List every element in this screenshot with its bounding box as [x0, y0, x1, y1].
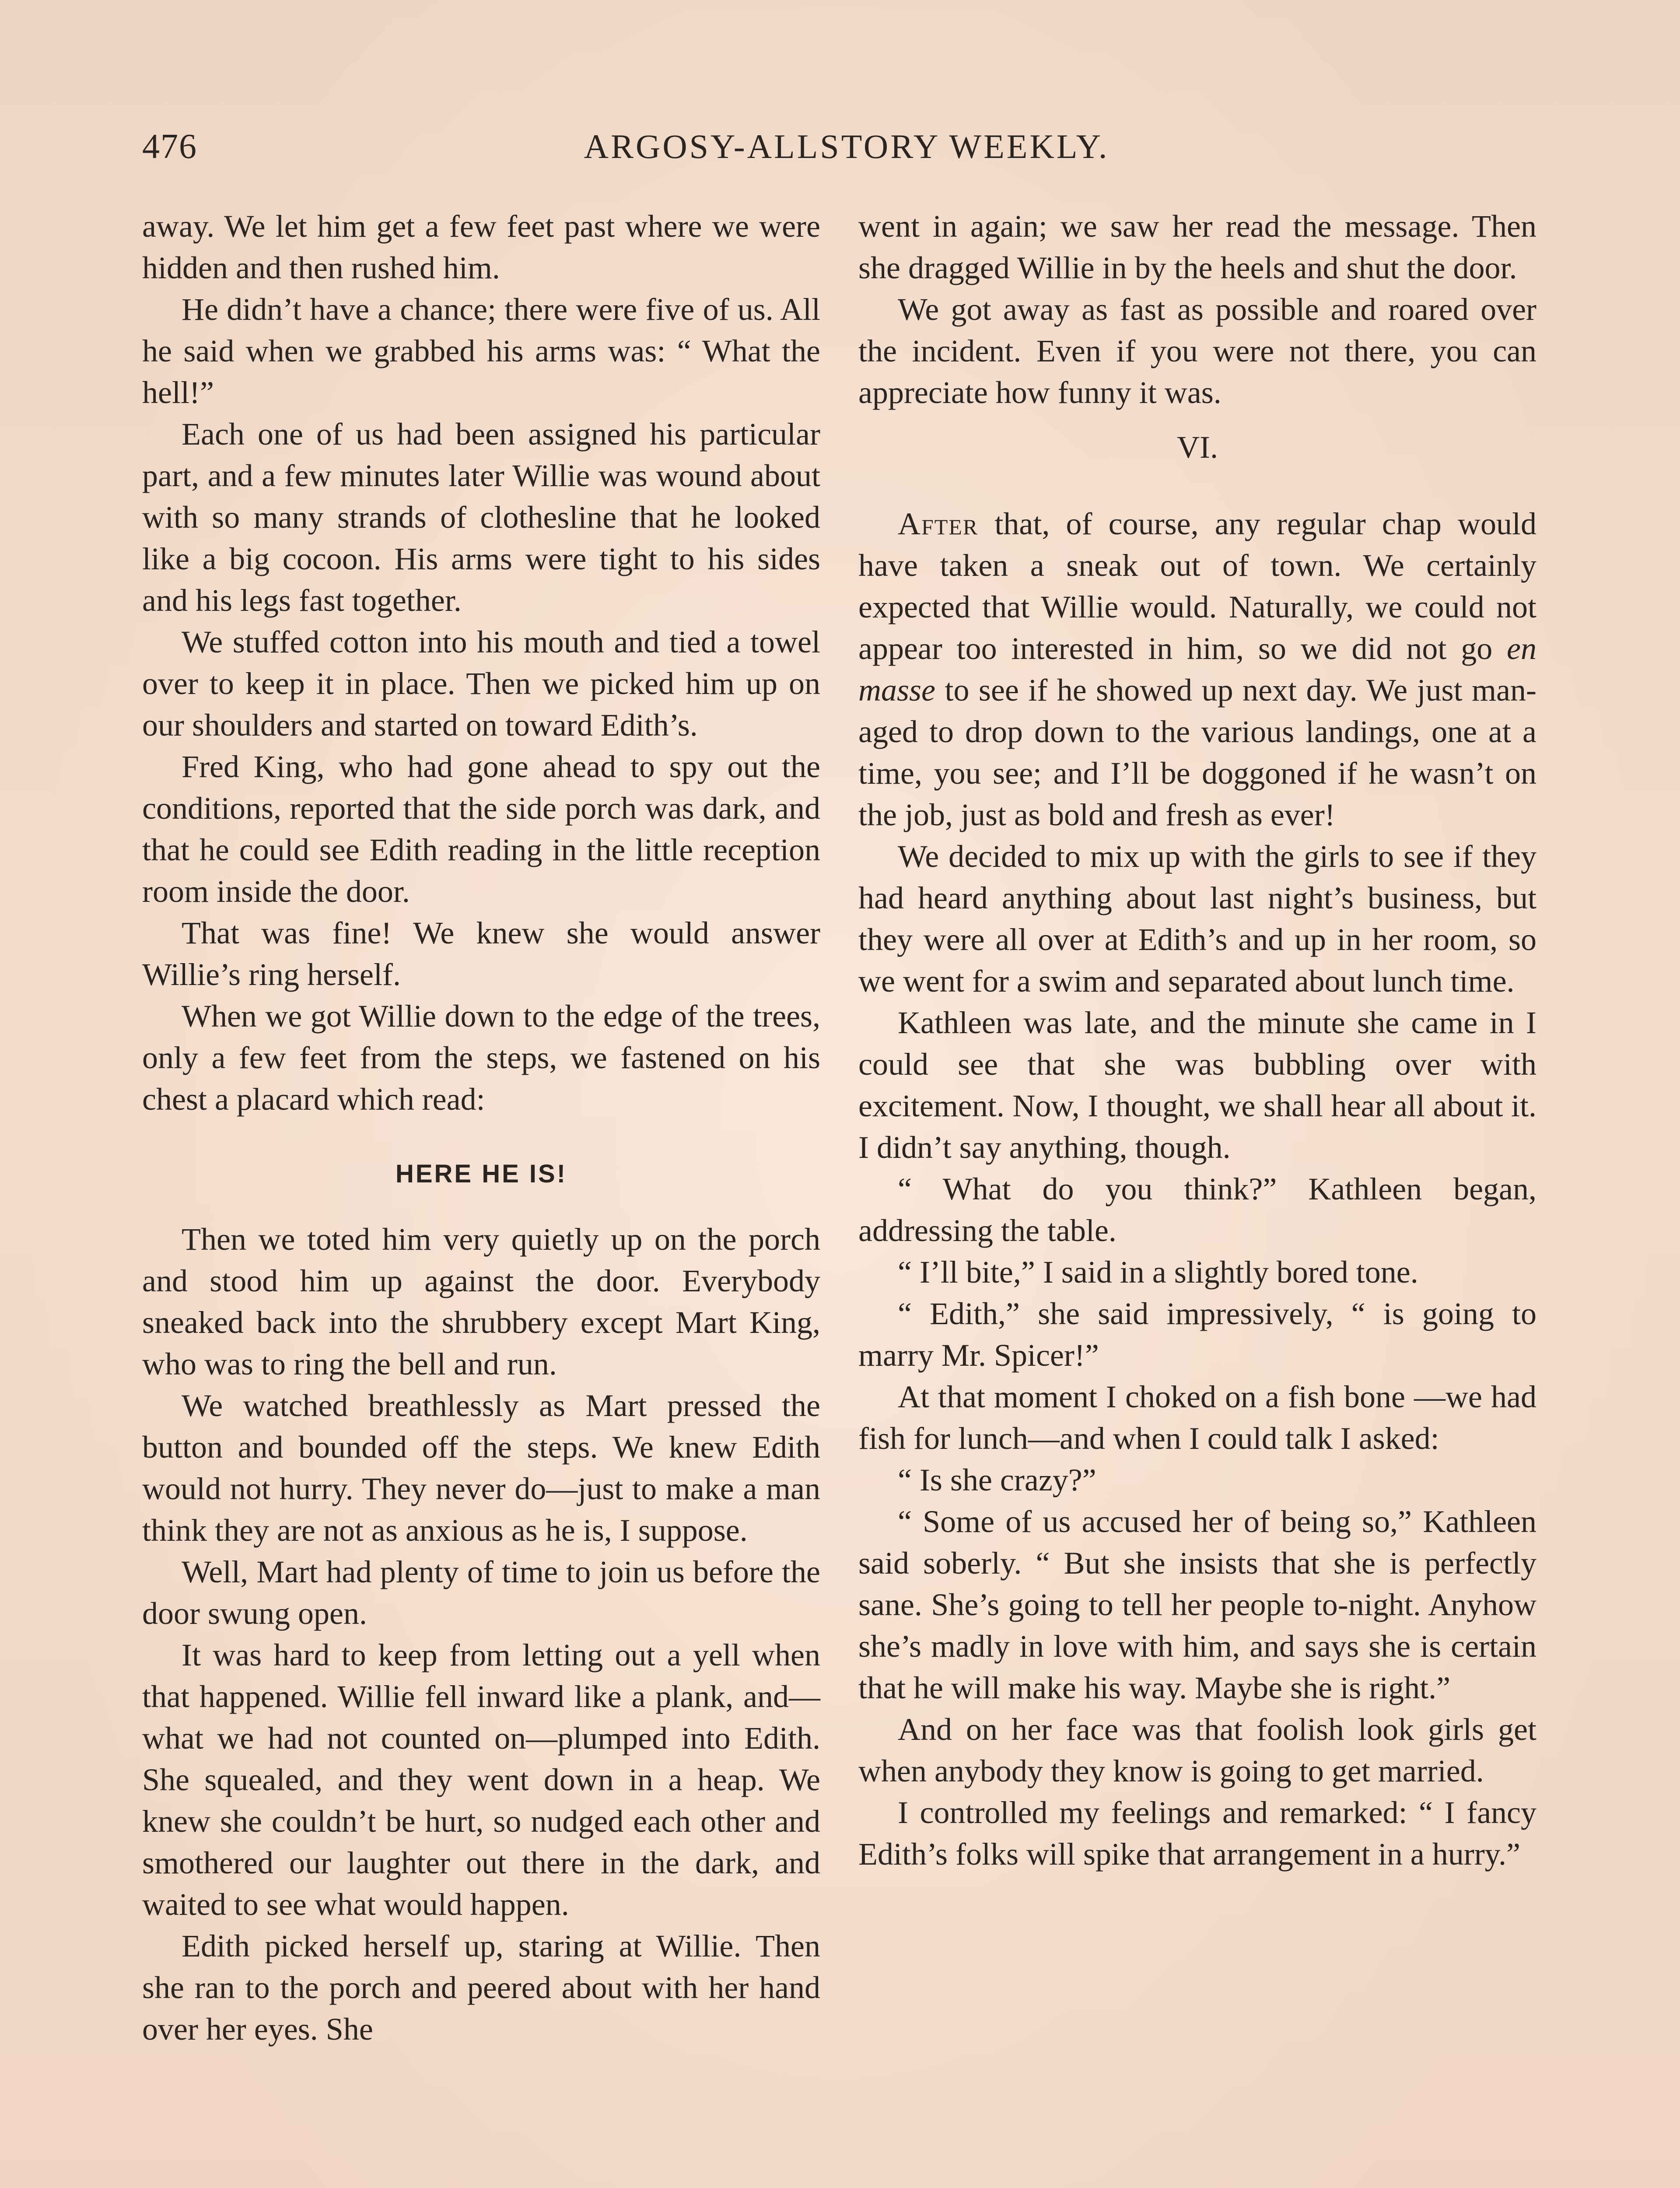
paragraph: “ Is she crazy?” [898, 1462, 1096, 1497]
right-column [858, 206, 1536, 1875]
paragraph: We decided to mix up with the girls to see if they had heard anything about last night’s business, but they were all over at Edith’s and up in her room, so we went for a swim and separated about lunch time. [858, 839, 1536, 999]
paragraph: At that moment I choked on a fish bone —we had fish for lunch—and when I could talk I asked: [858, 1379, 1536, 1456]
placard-text: HERE HE IS! [395, 1160, 567, 1188]
paragraph: went in again; we saw her read the message. Then she dragged Willie in by the heels and shut the door. [858, 209, 1536, 285]
paragraph: away. We let him get a few feet past where we were hidden and then rushed him. [142, 209, 820, 285]
paragraph: It was hard to keep from letting out a yell when that happened. Willie fell inward like a plank, and—what we had not counted on—plumped into Edith. She squealed, and they went down in a heap. We knew she couldn’t be hurt, so nudged each other and smothered our laughter out there in the dark, and waited to see what would happen. [142, 1637, 820, 1922]
paragraph: Each one of us had been assigned his particular part, and a few minutes later Willie was wound about with so many strands of clothesline that he looked like a big cocoon. His arms were tight to his sides and his legs fast together. [142, 417, 820, 618]
section-heading: VI. [1177, 430, 1218, 465]
paragraph: He didn’t have a chance; there were five of us. All he said when we grabbed his arms was: “ What the hell!” [142, 292, 820, 410]
left-column [142, 206, 820, 2050]
paragraph: Edith picked herself up, staring at Willie. Then she ran to the porch and peered about with her hand over her eyes. She [142, 1929, 820, 2047]
paragraph: That was fine! We knew she would answer Willie’s ring herself. [142, 915, 820, 992]
paragraph [858, 503, 1536, 836]
paragraph: Fred King, who had gone ahead to spy out the conditions, reported that the side porch was dark, and that he could see Edith reading in the little reception room inside the door. [142, 749, 820, 909]
italic-phrase: en masse [858, 631, 1536, 708]
paragraph-text: that, of course, any regular chap would have taken a sneak out of town. We certainly expected that Willie would. Naturally, we could not appear too interested in him, so we did not go [858, 506, 1536, 666]
paragraph: We stuffed cotton into his mouth and tied a towel over to keep it in place. Then we picked him up on our shoulders and started on toward Edith’s. [142, 624, 820, 743]
paragraph: And on her face was that foolish look girls get when anybody they know is going to get married. [858, 1712, 1536, 1788]
paragraph: “ Edith,” she said impressively, “ is going to marry Mr. Spicer!” [858, 1296, 1536, 1373]
paragraph: I controlled my feelings and remarked: “ I fancy Edith’s folks will spike that arrangement in a hurry.” [858, 1795, 1536, 1872]
journal-title: ARGOSY-ALLSTORY WEEKLY. [584, 127, 1110, 165]
paragraph: “ What do you think?” Kathleen began, addressing the table. [858, 1171, 1536, 1248]
lead-word: After [898, 506, 979, 541]
paragraph: Kathleen was late, and the minute she came in I could see that she was bubbling over with excitement. Now, I thought, we shall hear all about it. I didn’t say anything, though. [858, 1005, 1536, 1165]
paragraph: We watched breathlessly as Mart pressed the button and bounded off the steps. We knew Edith would not hurry. They never do—just to make a man think they are not as anxious as he is, I suppose. [142, 1388, 820, 1548]
paragraph: “ I’ll bite,” I said in a slightly bored tone. [898, 1255, 1418, 1290]
paragraph: We got away as fast as possible and roared over the incident. Even if you were not there, you can appreciate how funny it was. [858, 292, 1536, 410]
paragraph: When we got Willie down to the edge of the trees, only a few feet from the steps, we fastened on his chest a placard which read: [142, 999, 820, 1117]
running-head [142, 127, 1551, 175]
paragraph-text: to see if he showed up next day. We just managed to drop down to the various landings, one at a time, you see; and I’ll be doggoned if he wasn’t on the job, just as bold and fresh as ever! [858, 673, 1536, 832]
paragraph: “ Some of us accused her of being so,” Kathleen said soberly. “ But she insists that she is perfectly sane. She’s going to tell her people to-night. Anyhow she’s madly in love with him, and says she is certain that he will make his way. Maybe she is right.” [858, 1504, 1536, 1705]
paragraph: Well, Mart had plenty of time to join us before the door swung open. [142, 1554, 820, 1631]
page-number: 476 [142, 127, 197, 166]
paragraph: Then we toted him very quietly up on the porch and stood him up against the door. Everybody sneaked back into the shrubbery except Mart King, who was to ring the bell and run. [142, 1222, 820, 1382]
